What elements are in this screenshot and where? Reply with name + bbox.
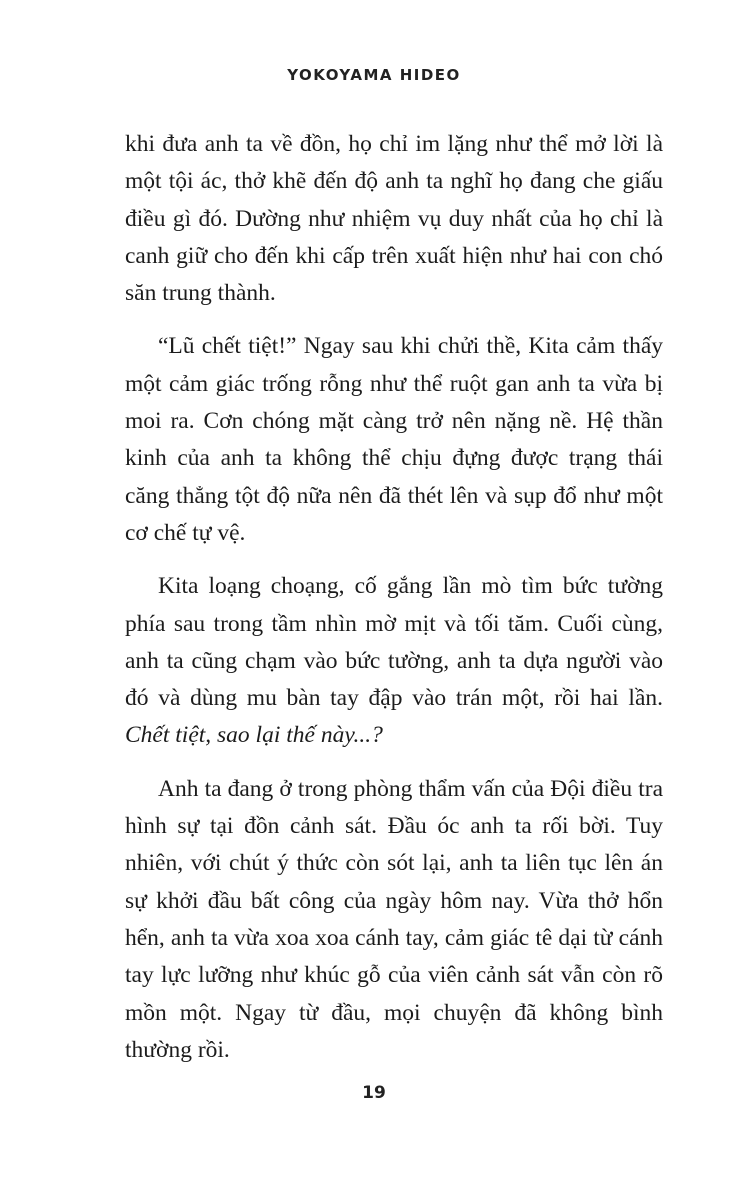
page-number: 19 bbox=[362, 1083, 386, 1103]
paragraph-text: Kita loạng choạng, cố gắng lần mò tìm bức tường phía sau trong tầm nhìn mờ mịt và tối tăm. Cuối cùng, anh ta cũng chạm vào bức tường, anh ta dựa người vào đó và dùng mu bàn tay đập vào trán một, rồi hai lần. bbox=[125, 573, 663, 712]
running-header: YOKOYAMA HIDEO bbox=[287, 66, 461, 84]
italic-thought: Chết tiệt, sao lại thế này...? bbox=[125, 722, 383, 749]
paragraph bbox=[125, 568, 663, 754]
paragraph: “Lũ chết tiệt!” Ngay sau khi chửi thề, Kita cảm thấy một cảm giác trống rỗng như thể ruột gan anh ta vừa bị moi ra. Cơn chóng mặt càng trở nên nặng nề. Hệ thần kinh của anh ta không thể chịu đựng được trạng thái căng thẳng tột độ nữa nên đã thét lên và sụp đổ như một cơ chế tự vệ. bbox=[125, 333, 663, 546]
paragraph-continued: khi đưa anh ta về đồn, họ chỉ im lặng như thể mở lời là một tội ác, thở khẽ đến độ anh ta nghĩ họ đang che giấu điều gì đó. Dường như nhiệm vụ duy nhất của họ chỉ là canh giữ cho đến khi cấp trên xuất hiện như hai con chó săn trung thành. bbox=[125, 131, 663, 307]
paragraph: Anh ta đang ở trong phòng thẩm vấn của Đội điều tra hình sự tại đồn cảnh sát. Đầu óc anh ta rối bời. Tuy nhiên, với chút ý thức còn sót lại, anh ta liên tục lên án sự khởi đầu bất công của ngày hôm nay. Vừa thở hổn hển, anh ta vừa xoa xoa cánh tay, cảm giác tê dại từ cánh tay lực lưỡng như khúc gỗ của viên cảnh sát vẫn còn rõ mồn một. Ngay từ đầu, mọi chuyện đã không bình thường rồi. bbox=[125, 775, 663, 1063]
body-text bbox=[125, 126, 663, 1085]
